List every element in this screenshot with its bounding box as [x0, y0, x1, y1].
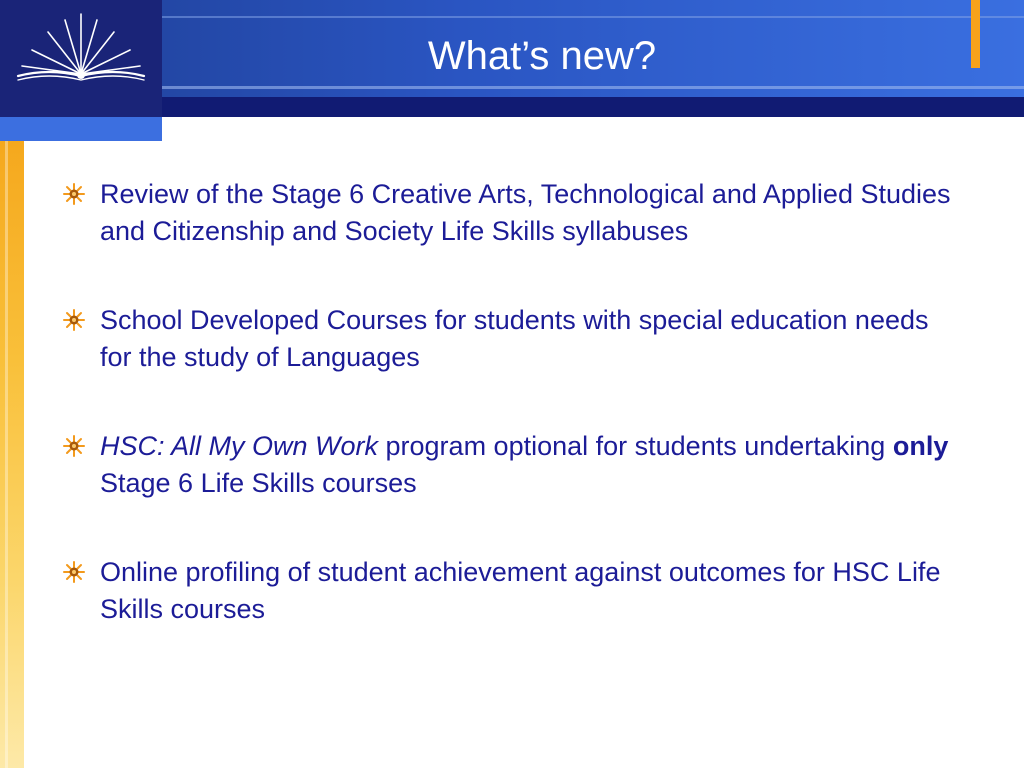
header-divider-top — [162, 16, 1024, 18]
logo-underbar — [0, 117, 162, 141]
left-accent-highlight — [5, 141, 8, 768]
bullet-list — [62, 176, 962, 680]
starburst-bullet-icon — [62, 434, 86, 458]
list-item — [62, 302, 962, 376]
bullet-text: Review of the Stage 6 Creative Arts, Technological and Applied Studies and Citizenship and Society Life Skills syllabuses — [100, 179, 951, 246]
bullet-text: Stage 6 Life Skills courses — [100, 468, 417, 498]
list-item — [62, 176, 962, 250]
header-dark-strip — [162, 97, 1024, 117]
header-divider-bottom — [162, 86, 1024, 89]
starburst-bullet-icon — [62, 560, 86, 584]
bullet-text: School Developed Courses for students with special education needs for the study of Languages — [100, 305, 929, 372]
starburst-bullet-icon — [62, 182, 86, 206]
bullet-text: program optional for students undertaking — [378, 431, 893, 461]
program-title: HSC: All My Own Work — [100, 431, 379, 461]
orange-accent-bar — [971, 0, 980, 68]
list-item — [62, 554, 962, 628]
sunburst-book-logo — [12, 10, 150, 88]
logo-panel — [0, 0, 162, 117]
emphasis-word: only — [892, 431, 949, 461]
left-accent-bar — [0, 141, 24, 768]
page-title: What’s new? — [427, 34, 657, 78]
starburst-bullet-icon — [62, 308, 86, 332]
list-item — [62, 428, 962, 502]
bullet-text: Online profiling of student achievement against outcomes for HSC Life Skills courses — [100, 557, 941, 624]
